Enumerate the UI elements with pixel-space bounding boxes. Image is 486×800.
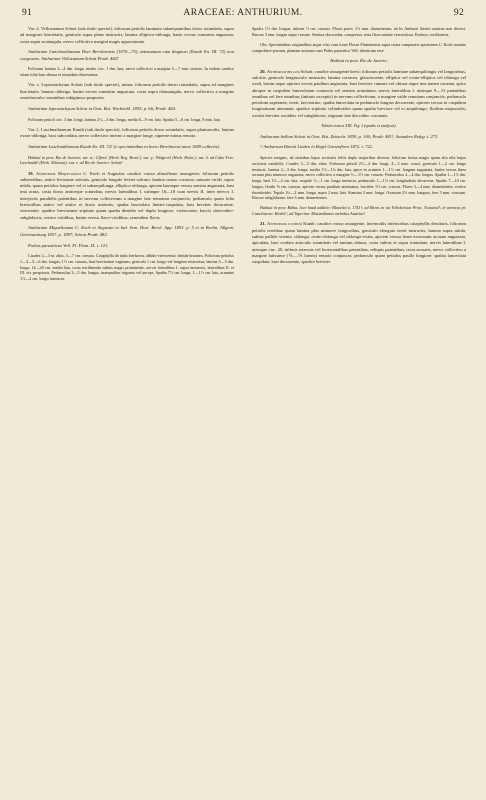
species-number: 21. bbox=[260, 221, 266, 227]
species-description: Schott: caudice assurgente brevi; foliorum petiolis laminae subaequilongis vel longioribus, sulcatis, geniculo longiusculo instructis; lamina coriacea, glaucescente, elliptica vel ovato-elliptica vel oblonga vel ovali, basim atque apicem versus paullum angustata, basi breviter cuneata vel obtusa atque ima tamen cuneata, apice abrupte in cuspidem lanceolatam contracta vel sensim acuminata, nervis lateralibus I. utrinque 9—13 patentibus omnibus vel fere omnibus (intimis exceptis) in nervum collectivum, a margine valde remotum conjunctis; pedunculo petiolum superante, tereti, laevissimo; spatha lanceolata in pedunculo longius decurrente, apicem versus in cuspidem longissimam attenuata; spadice stipitato cylindroideo quam spatha breviore vel ei aequilongo; floribus majusculis; ovariis breviter ovoideis vel subglobosis, stigmate late discoideo coronatis. bbox=[252, 68, 466, 118]
description-small: Caudex 2—3 m. altus, 3—7 cm. crassus. Cataphylla ab initio herbacea, albido-virescentia; deinde brunnea. Foliorum petiolus 1—3—5—6 dm. longus, 1½ cm. crassus, basi brevissime vaginans, geniculo 1 cm. longo vel longiore instructus; lamina 3—5 dm. longa, 14—20 cm. media lata, costa terrilimeula subtus magis prominente, nervis lateralibus I. supra immersis, lateralibus II. et III. vix perspicuis. Pedunculus 3—5 dm. longus, inaequaliter trigonus vel anceps. Spatha 7½ cm. longa, 1—1½ cm. lata, acumine 1½—2 cm. longo instructa. bbox=[20, 253, 234, 282]
description-small: Foliorum lamina 3—4 dm. longa, medio circ. 1 dm. lata, nervo collectivo a margine 5—7 mm. remoto. In eodem caudice etiam folia basi obtusa et rotundata observantur. bbox=[20, 66, 234, 78]
habitat-note: Habitat in prov. Rio de Janeiro; var. α.: Glfors! (Herb. Reg. Berol.); var. γ.: Widgren! (Herb. Holm.); var. δ. ad Cabo Frio: Luschnath! (Herb. Kilianus); var. ε. ad Rio de Janeiro: Schott! bbox=[20, 154, 234, 166]
columns bbox=[20, 26, 466, 286]
plate-reference: Tabula nostra XIII. Fig. I (spadix et analysis). bbox=[321, 123, 397, 129]
citation: Anthurium leptostachyum Schott in Oest. Bot. Wochenbl. 1855. p. 66; Prodr. 464. bbox=[28, 105, 176, 111]
description-small: Foliorum petioli circ. 3 dm. longi, lamina 2½—3 dm. longa, media 8—9 cm. lata. Spatha 5—6 cm. longa, 8 mm. lata. bbox=[28, 116, 221, 122]
species-description: C. Koch et Augustin: caudice crasso altiusfbone assurgente; foliorum petiolis subteretibus, antice levissime sulcatis, geniculo longule leviter sulcato; lamina crasse coriacea, saturate viridi, supra nitida, quam petiolus longiore vel ei subaequilonga, elliptico-oblonga, apicem basinque versus sensim angustata, basi ima acuta, costa dorso anticeque rotundata, nervis lateralibus I. utrinque 16—18 cum nervis II. inter nervos I. interjectis parallelis patentibus in nervum collectivum a margine late remotum conjunctis; pedunculo quam folia breviorlbus antice vel antice et dorso acietatis; spatha lanceolata lineari-cuspidata, basi breviter decurrente, virescente; spadice breviusime stipitato quam spatha dimidio vel duplo longiore, violascente; baccis obovoideo-subglobosis, vertice viridibus, basim versus flavo-viridibus; seminibus flavis. bbox=[20, 170, 234, 220]
running-title: ARACEAE: ANTHURIUM. bbox=[183, 8, 303, 18]
habitat-note: Habitat in prov. Rio de Janeiro. bbox=[330, 57, 388, 63]
observation-note: Obs. Speciminibus originalibus atque viris cum icone Florae Fluminensis supra citata comparatis opinionem C. Koch omnino comprobare possum, plantam nostram cum Potho parasitico Vell. identicam esse. bbox=[252, 41, 466, 53]
paragraph: Var. ζ. Luschnathianum Kunth (sub titulo speciei), foliorum petiolis dorso rotundatis, supra planiusculis, lamina ovato-oblonga, basi subcordata, nervo collectivo interno a margine longe, superne minus remoto. bbox=[20, 126, 234, 139]
page-number-left: 91 bbox=[22, 8, 33, 18]
species-number: 20. bbox=[260, 68, 266, 74]
citation: Anthurium Lanchnothianum Hort Berolinensis (1870—75), attenuatum cum diagnosi (Kunth En. III. 72) non congruens. Anthurium Vellozianum Schott Prodr. 482! bbox=[20, 49, 234, 61]
citation: Anthurium Luschnathianum Kunth En. III. 72! (e specimimibus in horto Berolinensi anno 1849 collectis). bbox=[28, 143, 221, 149]
running-header bbox=[20, 8, 466, 18]
species-description: Kunth: caudice crasso assurgente, internodiis inferioribus cataphyllis destitutis, foliorum petiolis teretibus quam lamina plus minusve longioribus, geniculo elongato tereti instructis; lamina supra nitida, subtus pallide virente, oblonga, ovato-oblonga vel oblongo-ovata, apicem versus linea extrorsum arcuata angustata, apiculata, basi cordata auriculis rotundatis vel tantum obtusa, costa subtus et supra rotundata, nervis lateralibus I. utrinque circ. 20, infimis retrorsis vel horizontalibus patentibus, reliquis patentibus, recta arcuatis, nervo collectivo a margine latissime (⅙—⅕ lateris) remoto conjuncto; pedunculo quam petiolus paullo longiore; spatha lanceolata cuspidata, basi decurrente, spadice breviter bbox=[252, 221, 466, 265]
citation: Pothos parasiticus Vell. Fl. Flum. IX. t. 121. bbox=[28, 242, 109, 248]
citation: ? Anthurium Binotii Linden in Regel Gartenflora 1872. t. 722. bbox=[260, 144, 374, 150]
description-small: Species insignis, ab omnibus hujus sectionis foliis duplo majoribus diversa, foliorum forma magis quam alia ulla hujus sectionis variabilis. Caudex 3—5 dm. altus. Foliorum petioli 2½—4 dm. longi, 4—5 mm. crassi, geniculo 1—2 cm. longo instructi; lamina 2—3 dm. longa, media 1½—1¾ dm. lata, apice in acumen 1—1½ cm. longum angustata, basim versus linea arcuata plus minusve angustata, nervo collectivo a margine ½—1½ cm. remoto. Pedunculus 2—4 dm. longus. Spatha 1—1½ dm. longa, basi 1½—2 cm. lata, cuspide ½—1 cm. longa instructa, pedunculo 1—1½ cm. longitudinis decurrens. Spadix 7—10 cm. longus, floribr ⅝ cm. crassus, apicem versus paullum attenuatus, fructifer 1½ cm. crassus. Flores 3—4 mm. diametientes, vertice rhomboidei. Tepala 1¼—2 mm. longa, supra 2 mm. lata. Staminа 2 mm. longa. Ovarium 2½ mm. longum, fere 3 mm. crassum. Baccae subglobosae, fere 3 mm. diametientes. bbox=[252, 155, 466, 201]
species-number: 19. bbox=[28, 170, 34, 176]
species-name: Anthurium Miquelianum bbox=[35, 170, 81, 176]
citation: Anthurium Miquelianum C. Koch et Augustin in Ind. Sem. Hort. Berol. App. 1853. p. 5 et in Berlin. Allgem. Gartenzeitung 1857. p. 1897; Schott Prodr. 482. bbox=[20, 225, 234, 237]
paragraph: Var. ε. Leptostachyum Schott (sub titulo speciei), minor, foliorum petiolis dorso rotundatis, supra ad margines biacietatis; lamina oblonga, basim versus cuneatim angustata, costa supra obtusangula, nervo collectivo a margine remotiusculo; sominibus rubiginoso-purpureis. bbox=[20, 82, 234, 100]
paragraph: Var. δ. Vellozianum Schott (sub titulo speciei), foliorum petiolis laminam subaequantibus dorso rotundatis, supra ad margines biacietatis, geniculo supra plane instructis; lamina elliptico-oblonga, basin versus cuneatim angustata, costa supra acutangula, nervo collectivo margini magis approximato. bbox=[20, 26, 234, 44]
species-name: Anthurium bellum bbox=[266, 68, 300, 74]
left-column bbox=[20, 26, 234, 286]
page-number-right: 92 bbox=[453, 8, 464, 18]
citation: Anthurium bellum Schott in Oest. Bot. Zeitschr. 1859. p. 100; Prodr. 481!; Saunders Refug. t. 273. bbox=[260, 133, 439, 139]
right-column bbox=[252, 26, 466, 286]
species-entry-21 bbox=[252, 221, 466, 265]
species-entry-19 bbox=[20, 171, 234, 221]
description-small: Spadix 1½ dm. longus, inferne ½ cm. crassus. Flores parvi, 1½ mm. diametientes, ab lis Anthurii Sternii omnino non diversi. Baccae 3 mm. longae atque crassae. Semina obovoidea, compressa, testa flava minute verruculosa. Embryo cordiformis. bbox=[252, 26, 466, 37]
habitat-note: Habitat in prov. Bahia, loco haud addicto: Blanchet n. 1741!; ad Ilheos in via Felisbertiae Princ. Neuwied!; in arenosis pr. Castelnuovo: Riedel!; ad Taperina: Maximilianus archidux Austriae! bbox=[252, 205, 466, 217]
species-name: Anthurium lucidum bbox=[267, 221, 302, 227]
species-entry-20 bbox=[252, 69, 466, 119]
